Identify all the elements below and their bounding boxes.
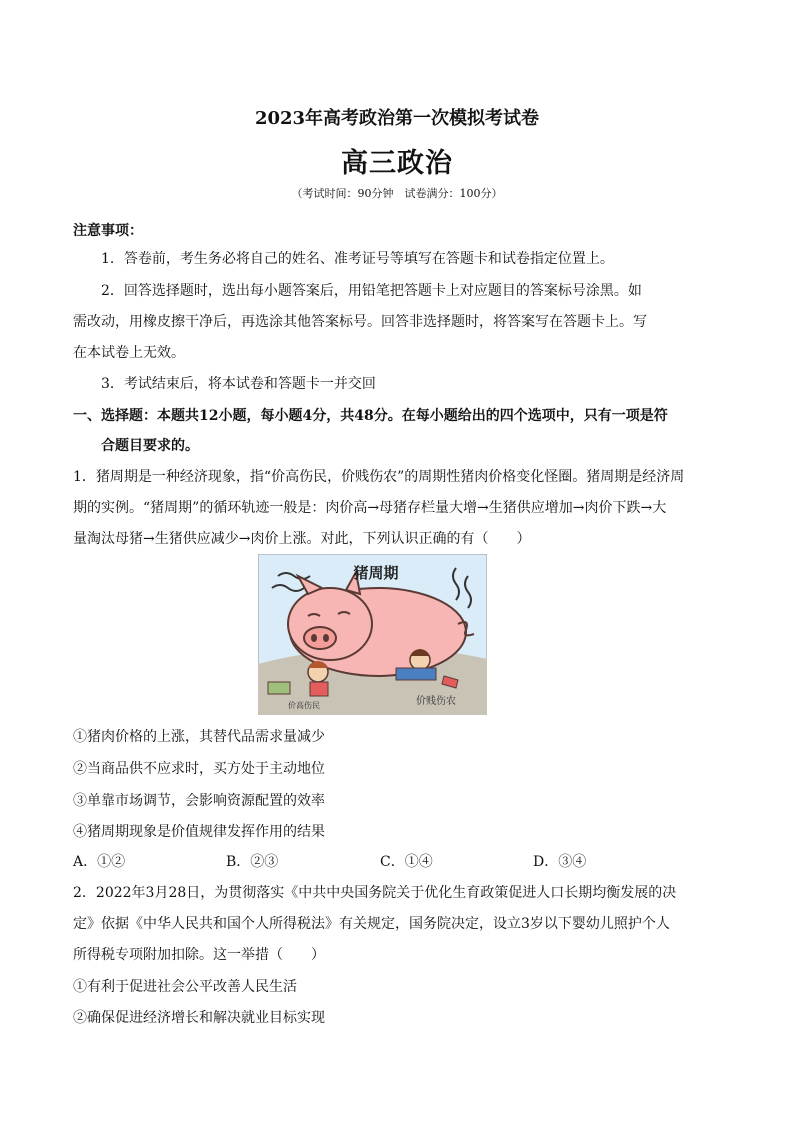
q1-choice-b[interactable]: B．②③ <box>226 854 279 870</box>
pig-cycle-cartoon <box>258 554 487 715</box>
q2-line2: 定》依据《中华人民共和国个人所得税法》有关规定，国务院决定，设立3岁以下婴幼儿照护个人 <box>73 916 670 932</box>
q1-line1: 1．猪周期是一种经济现象，指“价高伤民，价贱伤农”的周期性猪肉价格变化怪圈。猪周期是经济周 <box>73 469 685 485</box>
q2-statement-2: ②确保促进经济增长和解决就业目标实现 <box>73 1010 325 1026</box>
figure-title: 猪周期 <box>353 564 399 582</box>
note-item-2-line2: 需改动，用橡皮擦干净后，再选涂其他答案标号。回答非选择题时，将答案写在答题卡上。写 <box>73 314 647 330</box>
q2-line3: 所得税专项附加扣除。这一举措（ ） <box>73 947 325 963</box>
q1-statement-4: ④猪周期现象是价值规律发挥作用的结果 <box>73 824 325 840</box>
q1-choice-a[interactable]: A．①② <box>73 854 126 870</box>
exam-info: （考试时间：90分钟 试卷满分：100分） <box>291 187 503 200</box>
q2-statement-1: ①有利于促进社会公平改善人民生活 <box>73 979 297 995</box>
q2-line1: 2．2022年3月28日，为贯彻落实《中共中央国务院关于优化生育政策促进人口长期均衡发展的决 <box>73 885 677 901</box>
q1-statement-2: ②当商品供不应求时，买方处于主动地位 <box>73 761 325 777</box>
subject-title: 高三政治 <box>341 148 453 179</box>
section1-line1: 一、选择题：本题共12小题，每小题4分，共48分。在每小题给出的四个选项中，只有一项是符 <box>73 408 668 424</box>
notes-heading: 注意事项： <box>73 223 143 239</box>
section1-line2: 合题目要求的。 <box>101 438 199 454</box>
figure-caption-right: 价贱伤农 <box>416 696 456 707</box>
q1-statement-3: ③单靠市场调节，会影响资源配置的效率 <box>73 793 325 809</box>
note-item-1: 1．答卷前，考生务必将自己的姓名、准考证号等填写在答题卡和试卷指定位置上。 <box>101 251 614 267</box>
note-item-2-line3: 在本试卷上无效。 <box>73 345 185 361</box>
q1-line2: 期的实例。“猪周期”的循环轨迹一般是：肉价高→母猪存栏量大增→生猪供应增加→肉价下跌→大 <box>73 500 667 516</box>
pig-cycle-illustration <box>258 554 487 715</box>
q1-line3: 量淘汰母猪→生猪供应减少→肉价上涨。对此，下列认识正确的有（ ） <box>73 531 531 547</box>
exam-title: 2023年高考政治第一次模拟考试卷 <box>254 108 540 129</box>
q1-choice-c[interactable]: C．①④ <box>380 854 433 870</box>
note-item-3: 3．考试结束后，将本试卷和答题卡一并交回 <box>101 376 376 392</box>
figure-caption-left: 价高伤民 <box>288 701 320 710</box>
q1-statement-1: ①猪肉价格的上涨，其替代品需求量减少 <box>73 729 325 745</box>
q1-choice-d[interactable]: D．③④ <box>533 854 587 870</box>
note-item-2-line1: 2．回答选择题时，选出每小题答案后，用铅笔把答题卡上对应题目的答案标号涂黑。如 <box>101 283 642 299</box>
